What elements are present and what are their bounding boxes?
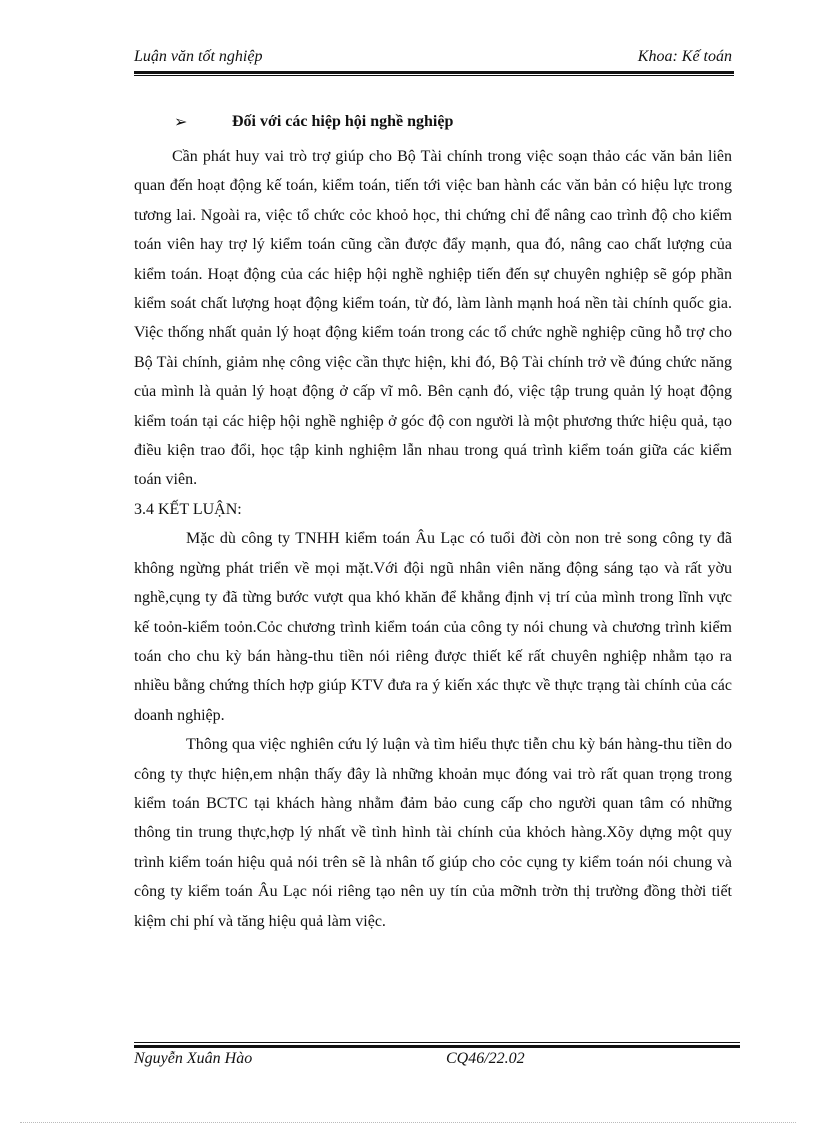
page-body	[134, 108, 732, 936]
page-footer	[134, 1050, 734, 1074]
header-rule-thin	[134, 75, 734, 76]
footer-rule-thin	[134, 1042, 740, 1043]
subsection-heading	[134, 108, 732, 142]
header-thesis-title: Luận văn tốt nghiệp	[134, 48, 263, 65]
paragraph-conclusion-2: Thông qua việc nghiên cứu lý luận và tìm hiểu thực tiễn chu kỳ bán hàng-thu tiền do công ty thực hiện,em nhận thấy đây là những khoản mục đóng vai trò rất quan trọng trong kiểm toán BCTC tại khách hàng nhằm đảm bảo cung cấp cho người quan tâm có những thông tin trung thực,hợp lý nhất về tình hình tài chính của khỏch hàng.Xõy dựng một quy trình kiểm toán hiệu quả nói trên sẽ là nhân tố giúp cho cỏc cụng ty kiểm toán nói chung và công ty kiểm toán Âu Lạc nói riêng tạo nên uy tín của mỡnh trờn thị trường đồng thời tiết kiệm chi phí và tăng hiệu quả làm việc.	[134, 736, 732, 930]
header-rule-thick	[134, 71, 734, 74]
paragraph-conclusion-1: Mặc dù công ty TNHH kiểm toán Âu Lạc có tuổi đời còn non trẻ song công ty đã không ngừng phát triển về mọi mặt.Với đội ngũ nhân viên năng động sáng tạo và rất yờu nghề,cụng ty đã từng bước vượt qua khó khăn để khẳng định vị trí của mình trong lĩnh vực kế toỏn-kiểm toỏn.Cỏc chương trình kiểm toán của công ty nói chung và chương trình kiểm toán cho chu kỳ bán hàng-thu tiền nói riêng được thiết kế rất chuyên nghiệp nhằm tạo ra nhiều bằng chứng thích hợp giúp KTV đưa ra ý kiến xác thực về thực trạng tài chính của các doanh nghiệp.	[134, 530, 732, 724]
subsection-heading-text: Đối với các hiệp hội nghề nghiệp	[232, 113, 454, 130]
header-faculty: Khoa: Kế toán	[637, 48, 732, 65]
arrow-bullet-icon: ➢	[174, 114, 188, 131]
footer-class-code: CQ46/22.02	[446, 1050, 525, 1067]
page-header	[134, 46, 732, 70]
paragraph-professional-associations: Cần phát huy vai trò trợ giúp cho Bộ Tài chính trong việc soạn thảo các văn bản liên quan đến hoạt động kế toán, kiểm toán, tiến tới việc ban hành các văn bản có hiệu lực trong tương lai. Ngoài ra, việc tổ chức cỏc khoỏ học, thi chứng chỉ để nâng cao trình độ cho kiểm toán viên hay trợ lý kiểm toán cũng cần được đẩy mạnh, qua đó, nâng cao chất lượng của kiểm toán. Hoạt động của các hiệp hội nghề nghiệp tiến đến sự chuyên nghiệp sẽ góp phần kiểm soát chất lượng hoạt động kiểm toán, từ đó, làm lành mạnh hoá nền tài chính quốc gia. Việc thống nhất quản lý hoạt động kiểm toán trong các tổ chức nghề nghiệp cũng hỗ trợ cho Bộ Tài chính, giảm nhẹ công việc cần thực hiện, khi đó, Bộ Tài chính trở về đúng chức năng của mình là quản lý hoạt động ở cấp vĩ mô. Bên cạnh đó, việc tập trung quản lý hoạt động kiểm toán tại các hiệp hội nghề nghiệp ở góc độ con người là một phương thức hiệu quả, tạo điều kiện trao đổi, học tập kinh nghiệm lẫn nhau trong quá trình kiểm toán giữa các kiểm toán viên.	[134, 148, 732, 489]
footer-author: Nguyễn Xuân Hào	[134, 1050, 253, 1067]
footer-rule-thick	[134, 1045, 740, 1048]
section-title-conclusion: 3.4 KẾT LUẬN:	[134, 500, 242, 518]
